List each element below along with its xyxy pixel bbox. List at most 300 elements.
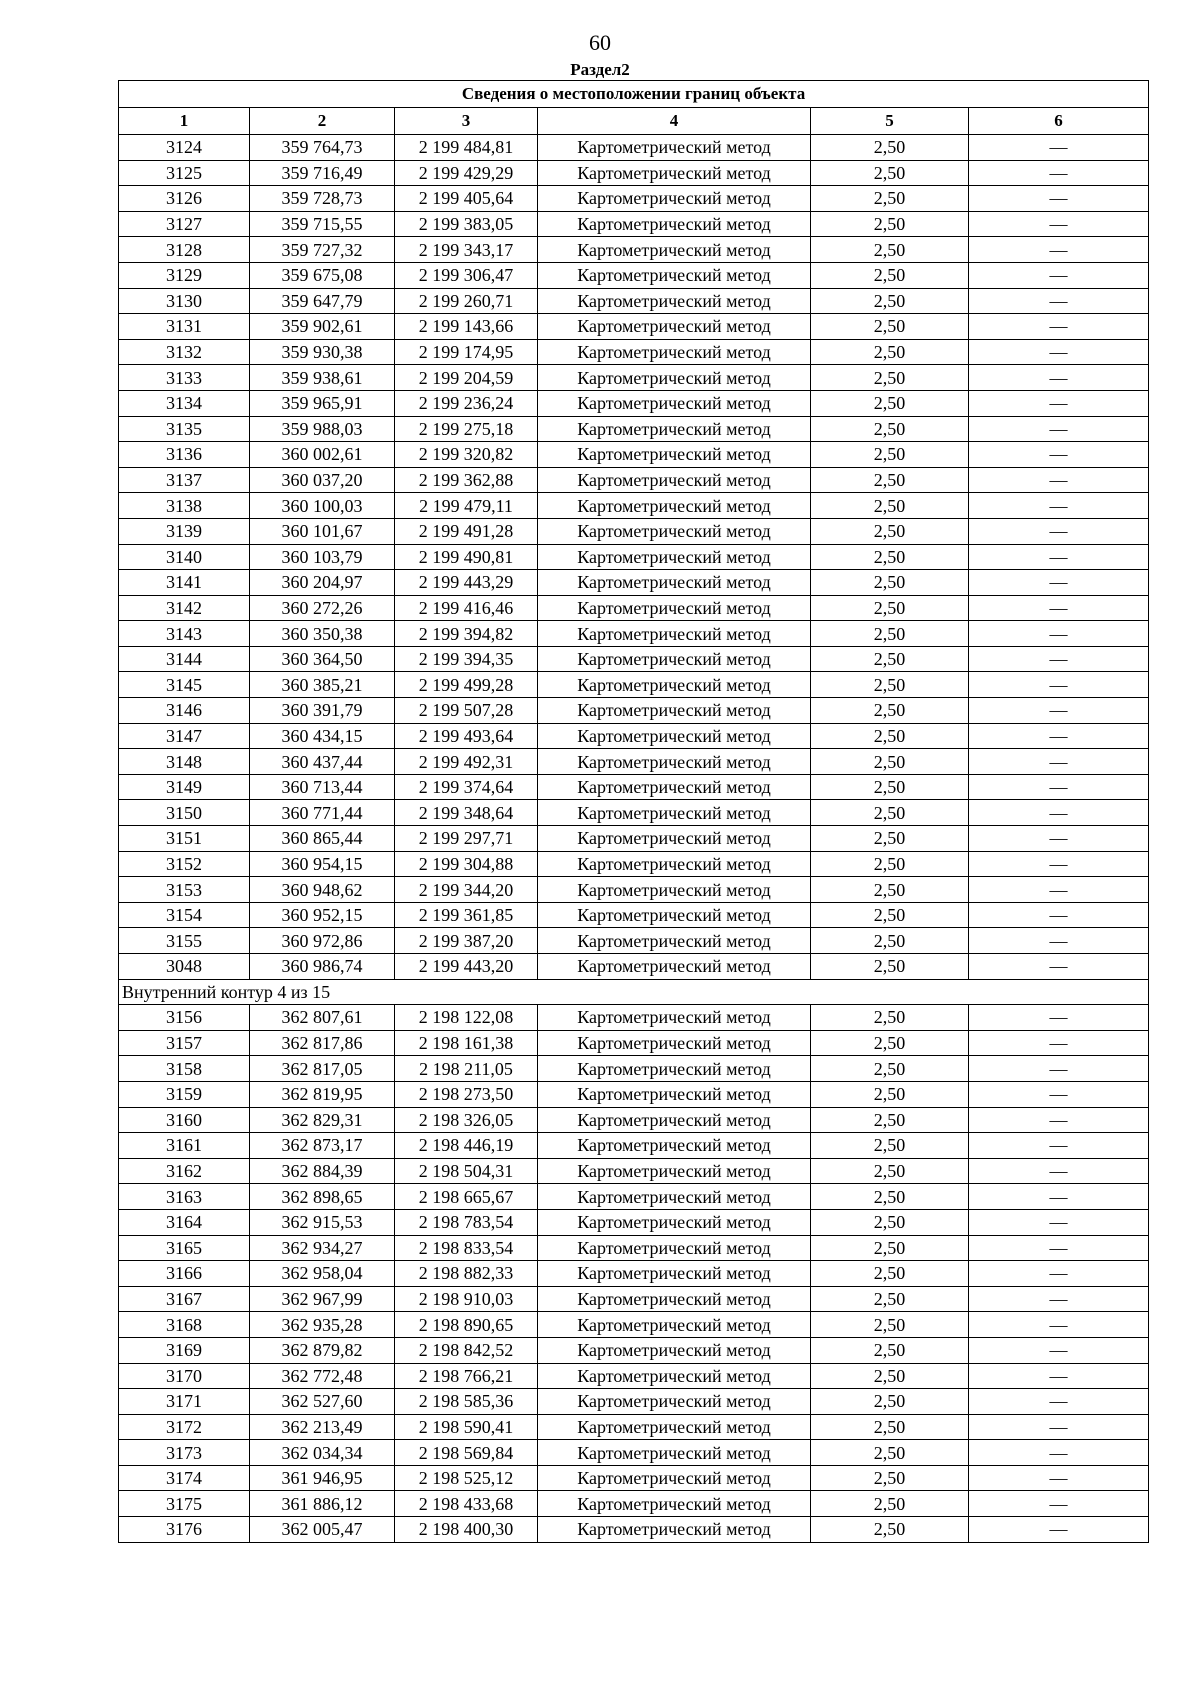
y-coordinate-cell: 2 198 433,68	[395, 1491, 538, 1517]
description-cell: —	[969, 288, 1149, 314]
accuracy-cell: 2,50	[811, 1056, 969, 1082]
x-coordinate-cell: 360 972,86	[250, 928, 395, 954]
y-coordinate-cell: 2 198 665,67	[395, 1184, 538, 1210]
table-row	[119, 826, 1149, 852]
x-coordinate-cell: 359 727,32	[250, 237, 395, 263]
y-coordinate-cell: 2 198 910,03	[395, 1286, 538, 1312]
accuracy-cell: 2,50	[811, 1414, 969, 1440]
y-coordinate-cell: 2 199 394,35	[395, 646, 538, 672]
y-coordinate-cell: 2 199 174,95	[395, 339, 538, 365]
method-cell: Картометрический метод	[538, 1133, 811, 1159]
description-cell: —	[969, 1465, 1149, 1491]
description-cell: —	[969, 800, 1149, 826]
method-cell: Картометрический метод	[538, 1209, 811, 1235]
point-number-cell: 3147	[119, 723, 250, 749]
x-coordinate-cell: 362 817,05	[250, 1056, 395, 1082]
table-row	[119, 1491, 1149, 1517]
method-cell: Картометрический метод	[538, 1235, 811, 1261]
method-cell: Картометрический метод	[538, 851, 811, 877]
accuracy-cell: 2,50	[811, 135, 969, 161]
x-coordinate-cell: 360 385,21	[250, 672, 395, 698]
table-row	[119, 1261, 1149, 1287]
table-row	[119, 595, 1149, 621]
table-row	[119, 877, 1149, 903]
accuracy-cell: 2,50	[811, 826, 969, 852]
table-row	[119, 723, 1149, 749]
accuracy-cell: 2,50	[811, 390, 969, 416]
description-cell: —	[969, 1133, 1149, 1159]
accuracy-cell: 2,50	[811, 339, 969, 365]
table-caption: Сведения о местоположении границ объекта	[119, 81, 1149, 108]
x-coordinate-cell: 362 958,04	[250, 1261, 395, 1287]
accuracy-cell: 2,50	[811, 902, 969, 928]
y-coordinate-cell: 2 199 304,88	[395, 851, 538, 877]
accuracy-cell: 2,50	[811, 1081, 969, 1107]
x-coordinate-cell: 361 946,95	[250, 1465, 395, 1491]
x-coordinate-cell: 362 873,17	[250, 1133, 395, 1159]
table-row	[119, 621, 1149, 647]
method-cell: Картометрический метод	[538, 135, 811, 161]
x-coordinate-cell: 359 715,55	[250, 211, 395, 237]
point-number-cell: 3132	[119, 339, 250, 365]
accuracy-cell: 2,50	[811, 1440, 969, 1466]
point-number-cell: 3130	[119, 288, 250, 314]
point-number-cell: 3162	[119, 1158, 250, 1184]
x-coordinate-cell: 362 527,60	[250, 1389, 395, 1415]
accuracy-cell: 2,50	[811, 723, 969, 749]
table-row	[119, 1414, 1149, 1440]
y-coordinate-cell: 2 199 204,59	[395, 365, 538, 391]
y-coordinate-cell: 2 199 429,29	[395, 160, 538, 186]
x-coordinate-cell: 362 819,95	[250, 1081, 395, 1107]
x-coordinate-cell: 359 764,73	[250, 135, 395, 161]
description-cell: —	[969, 365, 1149, 391]
description-cell: —	[969, 135, 1149, 161]
point-number-cell: 3153	[119, 877, 250, 903]
y-coordinate-cell: 2 198 882,33	[395, 1261, 538, 1287]
point-number-cell: 3161	[119, 1133, 250, 1159]
y-coordinate-cell: 2 199 387,20	[395, 928, 538, 954]
method-cell: Картометрический метод	[538, 1337, 811, 1363]
y-coordinate-cell: 2 199 416,46	[395, 595, 538, 621]
description-cell: —	[969, 314, 1149, 340]
method-cell: Картометрический метод	[538, 186, 811, 212]
method-cell: Картометрический метод	[538, 954, 811, 980]
x-coordinate-cell: 360 364,50	[250, 646, 395, 672]
y-coordinate-cell: 2 199 143,66	[395, 314, 538, 340]
table-row	[119, 211, 1149, 237]
description-cell: —	[969, 749, 1149, 775]
accuracy-cell: 2,50	[811, 1491, 969, 1517]
table-row	[119, 135, 1149, 161]
description-cell: —	[969, 442, 1149, 468]
point-number-cell: 3174	[119, 1465, 250, 1491]
method-cell: Картометрический метод	[538, 262, 811, 288]
table-row	[119, 1184, 1149, 1210]
table-row	[119, 1235, 1149, 1261]
table-row	[119, 467, 1149, 493]
table-row	[119, 698, 1149, 724]
description-cell: —	[969, 262, 1149, 288]
accuracy-cell: 2,50	[811, 1465, 969, 1491]
accuracy-cell: 2,50	[811, 954, 969, 980]
table-row	[119, 1517, 1149, 1543]
table-header-row	[119, 108, 1149, 135]
y-coordinate-cell: 2 198 273,50	[395, 1081, 538, 1107]
method-cell: Картометрический метод	[538, 826, 811, 852]
y-coordinate-cell: 2 198 211,05	[395, 1056, 538, 1082]
x-coordinate-cell: 359 902,61	[250, 314, 395, 340]
description-cell: —	[969, 390, 1149, 416]
x-coordinate-cell: 362 807,61	[250, 1005, 395, 1031]
x-coordinate-cell: 360 954,15	[250, 851, 395, 877]
x-coordinate-cell: 362 967,99	[250, 1286, 395, 1312]
point-number-cell: 3142	[119, 595, 250, 621]
y-coordinate-cell: 2 198 446,19	[395, 1133, 538, 1159]
point-number-cell: 3146	[119, 698, 250, 724]
method-cell: Картометрический метод	[538, 1158, 811, 1184]
point-number-cell: 3143	[119, 621, 250, 647]
x-coordinate-cell: 362 898,65	[250, 1184, 395, 1210]
point-number-cell: 3135	[119, 416, 250, 442]
column-header: 2	[250, 108, 395, 135]
accuracy-cell: 2,50	[811, 1286, 969, 1312]
x-coordinate-cell: 359 716,49	[250, 160, 395, 186]
table-row	[119, 1056, 1149, 1082]
method-cell: Картометрический метод	[538, 1440, 811, 1466]
x-coordinate-cell: 362 817,86	[250, 1030, 395, 1056]
table-row	[119, 442, 1149, 468]
table-row	[119, 1337, 1149, 1363]
accuracy-cell: 2,50	[811, 518, 969, 544]
point-number-cell: 3176	[119, 1517, 250, 1543]
accuracy-cell: 2,50	[811, 288, 969, 314]
point-number-cell: 3164	[119, 1209, 250, 1235]
page-number: 60	[589, 30, 611, 55]
section-title: Раздел2	[570, 60, 630, 79]
point-number-cell: 3167	[119, 1286, 250, 1312]
y-coordinate-cell: 2 199 361,85	[395, 902, 538, 928]
method-cell: Картометрический метод	[538, 518, 811, 544]
method-cell: Картометрический метод	[538, 237, 811, 263]
method-cell: Картометрический метод	[538, 1363, 811, 1389]
x-coordinate-cell: 359 647,79	[250, 288, 395, 314]
description-cell: —	[969, 416, 1149, 442]
x-coordinate-cell: 362 934,27	[250, 1235, 395, 1261]
accuracy-cell: 2,50	[811, 1312, 969, 1338]
point-number-cell: 3166	[119, 1261, 250, 1287]
point-number-cell: 3048	[119, 954, 250, 980]
table-row	[119, 493, 1149, 519]
y-coordinate-cell: 2 199 394,82	[395, 621, 538, 647]
method-cell: Картометрический метод	[538, 1081, 811, 1107]
point-number-cell: 3141	[119, 570, 250, 596]
table-row	[119, 544, 1149, 570]
x-coordinate-cell: 359 965,91	[250, 390, 395, 416]
method-cell: Картометрический метод	[538, 160, 811, 186]
description-cell: —	[969, 1261, 1149, 1287]
description-cell: —	[969, 1389, 1149, 1415]
contour-row	[119, 979, 1149, 1005]
contour-label: Внутренний контур 4 из 15	[119, 979, 1149, 1005]
description-cell: —	[969, 544, 1149, 570]
accuracy-cell: 2,50	[811, 416, 969, 442]
x-coordinate-cell: 360 101,67	[250, 518, 395, 544]
point-number-cell: 3170	[119, 1363, 250, 1389]
accuracy-cell: 2,50	[811, 1337, 969, 1363]
y-coordinate-cell: 2 199 362,88	[395, 467, 538, 493]
y-coordinate-cell: 2 199 348,64	[395, 800, 538, 826]
method-cell: Картометрический метод	[538, 595, 811, 621]
point-number-cell: 3157	[119, 1030, 250, 1056]
method-cell: Картометрический метод	[538, 646, 811, 672]
table-row	[119, 1312, 1149, 1338]
description-cell: —	[969, 1235, 1149, 1261]
table-row	[119, 1081, 1149, 1107]
table-row	[119, 160, 1149, 186]
description-cell: —	[969, 518, 1149, 544]
point-number-cell: 3165	[119, 1235, 250, 1261]
y-coordinate-cell: 2 199 499,28	[395, 672, 538, 698]
description-cell: —	[969, 851, 1149, 877]
method-cell: Картометрический метод	[538, 698, 811, 724]
accuracy-cell: 2,50	[811, 749, 969, 775]
description-cell: —	[969, 621, 1149, 647]
description-cell: —	[969, 1491, 1149, 1517]
table-row	[119, 339, 1149, 365]
accuracy-cell: 2,50	[811, 1235, 969, 1261]
column-header: 1	[119, 108, 250, 135]
y-coordinate-cell: 2 199 275,18	[395, 416, 538, 442]
x-coordinate-cell: 360 434,15	[250, 723, 395, 749]
x-coordinate-cell: 362 884,39	[250, 1158, 395, 1184]
table-row	[119, 1005, 1149, 1031]
y-coordinate-cell: 2 199 320,82	[395, 442, 538, 468]
x-coordinate-cell: 360 002,61	[250, 442, 395, 468]
description-cell: —	[969, 1081, 1149, 1107]
point-number-cell: 3163	[119, 1184, 250, 1210]
method-cell: Картометрический метод	[538, 442, 811, 468]
method-cell: Картометрический метод	[538, 1389, 811, 1415]
accuracy-cell: 2,50	[811, 774, 969, 800]
table-row	[119, 288, 1149, 314]
description-cell: —	[969, 1184, 1149, 1210]
y-coordinate-cell: 2 198 890,65	[395, 1312, 538, 1338]
description-cell: —	[969, 339, 1149, 365]
point-number-cell: 3134	[119, 390, 250, 416]
table-row	[119, 365, 1149, 391]
y-coordinate-cell: 2 198 161,38	[395, 1030, 538, 1056]
method-cell: Картометрический метод	[538, 288, 811, 314]
y-coordinate-cell: 2 199 374,64	[395, 774, 538, 800]
accuracy-cell: 2,50	[811, 1107, 969, 1133]
x-coordinate-cell: 359 728,73	[250, 186, 395, 212]
y-coordinate-cell: 2 198 504,31	[395, 1158, 538, 1184]
accuracy-cell: 2,50	[811, 1158, 969, 1184]
point-number-cell: 3144	[119, 646, 250, 672]
method-cell: Картометрический метод	[538, 416, 811, 442]
point-number-cell: 3125	[119, 160, 250, 186]
accuracy-cell: 2,50	[811, 442, 969, 468]
point-number-cell: 3168	[119, 1312, 250, 1338]
x-coordinate-cell: 360 948,62	[250, 877, 395, 903]
y-coordinate-cell: 2 199 484,81	[395, 135, 538, 161]
accuracy-cell: 2,50	[811, 1363, 969, 1389]
point-number-cell: 3139	[119, 518, 250, 544]
y-coordinate-cell: 2 199 306,47	[395, 262, 538, 288]
y-coordinate-cell: 2 198 766,21	[395, 1363, 538, 1389]
point-number-cell: 3140	[119, 544, 250, 570]
y-coordinate-cell: 2 198 525,12	[395, 1465, 538, 1491]
method-cell: Картометрический метод	[538, 570, 811, 596]
y-coordinate-cell: 2 198 326,05	[395, 1107, 538, 1133]
accuracy-cell: 2,50	[811, 851, 969, 877]
point-number-cell: 3155	[119, 928, 250, 954]
y-coordinate-cell: 2 199 443,29	[395, 570, 538, 596]
x-coordinate-cell: 360 713,44	[250, 774, 395, 800]
description-cell: —	[969, 237, 1149, 263]
point-number-cell: 3124	[119, 135, 250, 161]
x-coordinate-cell: 360 272,26	[250, 595, 395, 621]
point-number-cell: 3156	[119, 1005, 250, 1031]
y-coordinate-cell: 2 199 479,11	[395, 493, 538, 519]
x-coordinate-cell: 359 930,38	[250, 339, 395, 365]
point-number-cell: 3159	[119, 1081, 250, 1107]
method-cell: Картометрический метод	[538, 211, 811, 237]
x-coordinate-cell: 360 350,38	[250, 621, 395, 647]
y-coordinate-cell: 2 198 842,52	[395, 1337, 538, 1363]
accuracy-cell: 2,50	[811, 570, 969, 596]
table-row	[119, 186, 1149, 212]
column-header: 3	[395, 108, 538, 135]
x-coordinate-cell: 360 986,74	[250, 954, 395, 980]
point-number-cell: 3160	[119, 1107, 250, 1133]
table-row	[119, 518, 1149, 544]
point-number-cell: 3148	[119, 749, 250, 775]
description-cell: —	[969, 1107, 1149, 1133]
x-coordinate-cell: 362 879,82	[250, 1337, 395, 1363]
method-cell: Картометрический метод	[538, 1107, 811, 1133]
method-cell: Картометрический метод	[538, 928, 811, 954]
method-cell: Картометрический метод	[538, 1491, 811, 1517]
point-number-cell: 3175	[119, 1491, 250, 1517]
accuracy-cell: 2,50	[811, 493, 969, 519]
x-coordinate-cell: 359 675,08	[250, 262, 395, 288]
y-coordinate-cell: 2 198 833,54	[395, 1235, 538, 1261]
y-coordinate-cell: 2 199 443,20	[395, 954, 538, 980]
accuracy-cell: 2,50	[811, 262, 969, 288]
method-cell: Картометрический метод	[538, 1286, 811, 1312]
y-coordinate-cell: 2 199 507,28	[395, 698, 538, 724]
description-cell: —	[969, 1158, 1149, 1184]
method-cell: Картометрический метод	[538, 1030, 811, 1056]
description-cell: —	[969, 723, 1149, 749]
point-number-cell: 3158	[119, 1056, 250, 1082]
description-cell: —	[969, 493, 1149, 519]
description-cell: —	[969, 186, 1149, 212]
accuracy-cell: 2,50	[811, 1184, 969, 1210]
y-coordinate-cell: 2 199 344,20	[395, 877, 538, 903]
method-cell: Картометрический метод	[538, 467, 811, 493]
table-row	[119, 390, 1149, 416]
point-number-cell: 3128	[119, 237, 250, 263]
description-cell: —	[969, 954, 1149, 980]
table-row	[119, 902, 1149, 928]
description-cell: —	[969, 211, 1149, 237]
x-coordinate-cell: 360 771,44	[250, 800, 395, 826]
description-cell: —	[969, 595, 1149, 621]
method-cell: Картометрический метод	[538, 365, 811, 391]
point-number-cell: 3150	[119, 800, 250, 826]
accuracy-cell: 2,50	[811, 1517, 969, 1543]
x-coordinate-cell: 359 988,03	[250, 416, 395, 442]
table-row	[119, 1158, 1149, 1184]
column-header: 6	[969, 108, 1149, 135]
method-cell: Картометрический метод	[538, 493, 811, 519]
y-coordinate-cell: 2 199 297,71	[395, 826, 538, 852]
method-cell: Картометрический метод	[538, 1465, 811, 1491]
description-cell: —	[969, 467, 1149, 493]
y-coordinate-cell: 2 198 585,36	[395, 1389, 538, 1415]
table-caption-row	[119, 81, 1149, 108]
x-coordinate-cell: 360 204,97	[250, 570, 395, 596]
description-cell: —	[969, 1056, 1149, 1082]
description-cell: —	[969, 1209, 1149, 1235]
method-cell: Картометрический метод	[538, 800, 811, 826]
accuracy-cell: 2,50	[811, 1133, 969, 1159]
y-coordinate-cell: 2 199 491,28	[395, 518, 538, 544]
description-cell: —	[969, 877, 1149, 903]
accuracy-cell: 2,50	[811, 1209, 969, 1235]
method-cell: Картометрический метод	[538, 672, 811, 698]
table-row	[119, 570, 1149, 596]
x-coordinate-cell: 360 100,03	[250, 493, 395, 519]
y-coordinate-cell: 2 198 400,30	[395, 1517, 538, 1543]
x-coordinate-cell: 362 935,28	[250, 1312, 395, 1338]
description-cell: —	[969, 1363, 1149, 1389]
y-coordinate-cell: 2 199 490,81	[395, 544, 538, 570]
x-coordinate-cell: 362 829,31	[250, 1107, 395, 1133]
description-cell: —	[969, 570, 1149, 596]
method-cell: Картометрический метод	[538, 390, 811, 416]
table-row	[119, 1363, 1149, 1389]
description-cell: —	[969, 160, 1149, 186]
accuracy-cell: 2,50	[811, 160, 969, 186]
y-coordinate-cell: 2 198 783,54	[395, 1209, 538, 1235]
point-number-cell: 3127	[119, 211, 250, 237]
description-cell: —	[969, 1005, 1149, 1031]
accuracy-cell: 2,50	[811, 1389, 969, 1415]
point-number-cell: 3129	[119, 262, 250, 288]
point-number-cell: 3173	[119, 1440, 250, 1466]
accuracy-cell: 2,50	[811, 877, 969, 903]
description-cell: —	[969, 1030, 1149, 1056]
x-coordinate-cell: 362 772,48	[250, 1363, 395, 1389]
description-cell: —	[969, 1440, 1149, 1466]
point-number-cell: 3154	[119, 902, 250, 928]
method-cell: Картометрический метод	[538, 749, 811, 775]
method-cell: Картометрический метод	[538, 877, 811, 903]
point-number-cell: 3169	[119, 1337, 250, 1363]
y-coordinate-cell: 2 199 405,64	[395, 186, 538, 212]
point-number-cell: 3131	[119, 314, 250, 340]
method-cell: Картометрический метод	[538, 774, 811, 800]
description-cell: —	[969, 1414, 1149, 1440]
table-row	[119, 954, 1149, 980]
table-row	[119, 1209, 1149, 1235]
y-coordinate-cell: 2 199 493,64	[395, 723, 538, 749]
description-cell: —	[969, 826, 1149, 852]
